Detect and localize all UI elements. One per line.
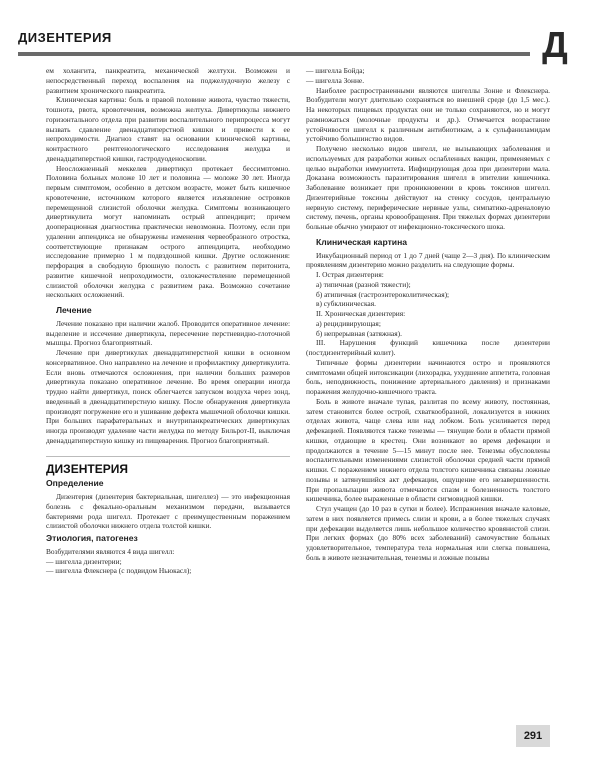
paragraph: Получено несколько видов шигелл, не вызывающих заболевания и используемых для разработки живых ослабленных вакцин, применяемых с целью выработки иммунитета. Инфицирующая доза при дизентерии мала. Доказана возможность паразитирования шигелл в эпителии кишечника. Заболевание возникает при проникновении в кровь токсинов шигелл. Дизентерийные токсины действуют на стенку сосудов, центральную нервную систему, периферические нервные узлы, симпатико-адреналовую систему, печень, органы кровообращения. При тяжелых формах дизентерии больные обычно умирают от инфекционно-токсического шока. bbox=[306, 144, 550, 231]
paragraph: Лечение при дивертикулах двенадцатиперстной кишки в основном консервативное. Оно направлено на лечение и профилактику дивертикулита. Если вновь отмечаются осложнения, при наличии больших размеров дивертикула показано оперативное лечение. Во время операции иногда трудно найти дивертикул, поиск облегчается запуском воздуха через зонд, введенный в двенадцатиперстную кишку. После обнаружения дивертикула производят погружение его и ушивание дефекта мышечной оболочки кишки. При больших парафатеральных и внутрипанкреатических дивертикулах иногда производят удаление части желудка по методу Бильрот-II, выключая двенадцатиперстную кишку из пищеварения. Прогноз благоприятный. bbox=[46, 348, 290, 445]
paragraph: Боль в животе вначале тупая, разлитая по всему животу, постоянная, затем становится более острой, схваткообразной, локализуется в нижних отделах живота, чаще слева или над лобком. Боль усиливается перед дефекацией. Появляются также тенезмы — тянущие боли в области прямой кишки, отдающие в крестец. Они возникают во время дефекации и продолжаются в течение 5—15 минут после нее. Тенезмы обусловлены воспалительными изменениями слизистой оболочки средней части прямой кишки. С поражением нижнего отдела толстого кишечника связаны ложные позывы и затянувшийся акт дефекации, ощущение его незавершенности. При пропальпации живота отмечаются спазм и болезненность толстого кишечника, более выраженные в области сигмовидной кишки. bbox=[306, 396, 550, 504]
running-header-title: ДИЗЕНТЕРИЯ bbox=[18, 30, 112, 45]
list-item: II. Хроническая дизентерия: bbox=[316, 309, 406, 318]
subheading-etiology: Этиология, патогенез bbox=[46, 533, 138, 543]
page-number: 291 bbox=[516, 725, 550, 747]
subheading-definition: Определение bbox=[46, 478, 104, 489]
paragraph: ем холангита, панкреатита, механической желтухи. Возможен и непосредственный переход воспаления на поджелудочную железу с развитием хронического панкреатита. bbox=[46, 66, 290, 95]
list-item: — шигелла Флекснера (с подвидом Ньюкасл); bbox=[46, 566, 192, 576]
list-item: — шигелла дизентерии; bbox=[46, 556, 122, 566]
list-item: а) типичная (разной тяжести); bbox=[316, 279, 411, 289]
right-column bbox=[306, 66, 550, 563]
list-item: I. Острая дизентерия: bbox=[316, 270, 384, 279]
list-item: — шигелла Бойда; bbox=[306, 66, 365, 75]
section-title: ДИЗЕНТЕРИЯ bbox=[46, 456, 290, 475]
section-letter: Д bbox=[542, 24, 568, 65]
paragraph: Типичные формы дизентерии начинаются остро и проявляются симптомами общей интоксикации (лихорадка, ухудшение аппетита, головная боль, неподвижность, понижение артериального давления) и признаками поражения желудочно-кишечного тракта. bbox=[306, 357, 550, 396]
paragraph: Дизентерия (дизентерия бактериальная, шигеллез) — это инфекционная болезнь с фекально-оральным механизмом передачи, вызывается бактериями рода шигелл. Протекает с преимущественным поражением слизистой оболочки нижнего отдела толстой кишки. bbox=[46, 492, 290, 531]
paragraph: Лечение показано при наличии жалоб. Проводится оперативное лечение: выделение и иссечение дивертикула, пересечение перстневидно-глоточной мышцы. Прогноз благоприятный. bbox=[46, 318, 290, 348]
list-item: — шигелла Зонне. bbox=[306, 75, 365, 85]
list-item: б) непрерывная (затяжная). bbox=[316, 328, 402, 338]
subheading-clinic: Клиническая картина bbox=[316, 236, 408, 247]
left-column bbox=[46, 66, 290, 576]
subheading-treatment: Лечение bbox=[56, 305, 92, 315]
paragraph: Инкубационный период от 1 до 7 дней (чаще 2—3 дня). По клиническим проявлениям дизентерию можно разделить на следующие формы. bbox=[306, 250, 550, 270]
list-item: а) рецидивирующая; bbox=[316, 318, 381, 328]
paragraph: Стул учащен (до 10 раз в сутки и более). Испражнения вначале каловые, затем в них появляется примесь слизи и крови, а в более тяжелых случаях при дефекации выделяется лишь небольшое количество кровянистой слизи. При легких формах (до 80% всех заболеваний) самочувствие больных удовлетворительное, температура тела нормальная или слегка повышена, боль в животе незначительная, тенезмы и ложные позывы bbox=[306, 504, 550, 562]
list-item: б) атипичная (гастроэнтероколитическая); bbox=[316, 289, 450, 299]
paragraph: Наиболее распространенными являются шигеллы Зонне и Флекснера. Возбудители могут длительно сохраняться во внешней среде (до 1,5 мес.). На некоторых пищевых продуктах они не только сохраняются, но и могут размножаться (молочные продукты и др.). Отмечается возрастание устойчивости шигелл к различным антибиотикам, а к сульфаниламидам устойчиво большинство видов. bbox=[306, 85, 550, 144]
paragraph: Неосложненный меккелев дивертикул протекает бессимптомно. Половина больных моложе 10 лет и половина — моложе 30 лет. Иногда первым симптомом, особенно в детском возрасте, может быть кишечное кровотечение, источником которого является изъязвление островков перемещенной слизистой оболочки желудка. Симптомы возникающего дивертикулита могут напоминать острый аппендицит; причем дооперационная диагностика практически невозможна. Поэтому, если при удалении аппендикса не обнаружены изменения червеобразного отростка, соответствующие признакам острого аппендицита, необходимо исследование примерно 1 м подвздошной кишки. Другие осложнения: перфорация в свободную брюшную полость с развитием перитонита, развитие кишечной непроходимости, озлокачествление перемещенной слизистой оболочки желудка с развитием рака. Возможно сочетание нескольких осложнений. bbox=[46, 163, 290, 300]
list-item: в) субклиническая. bbox=[316, 299, 376, 309]
list-item: III. Нарушения функций кишечника после дизентерии (постдизентерийный колит). bbox=[306, 338, 550, 357]
paragraph: Возбудителями являются 4 вида шигелл: bbox=[46, 546, 175, 556]
paragraph: Клиническая картина: боль в правой половине живота, чувство тяжести, тошнота, рвота, кровотечения, возможна желтуха. Дивертикулы нижнего горизонтального отдела при развитии воспалительного перипроцесса могут вызвать сдавление двенадцатиперстной кишки и привести к ее непроходимости. Диагноз ставят на основании клинической картины, контрастного рентгенологического исследования желудка и двенадцатиперстной кишки, гастродуоденоскопии. bbox=[46, 95, 290, 163]
running-header bbox=[18, 30, 530, 56]
